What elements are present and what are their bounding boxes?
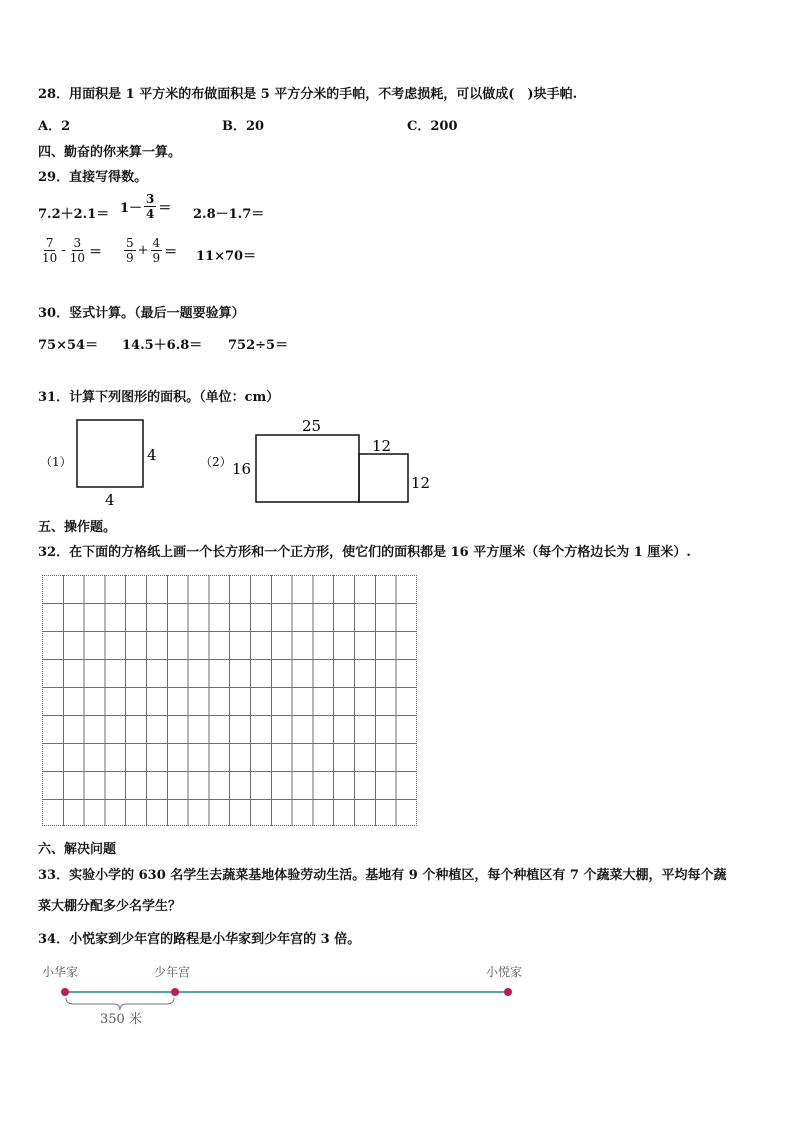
fraction-denominator: 10 xyxy=(69,251,85,265)
point-xiaoyue-home xyxy=(504,988,512,996)
q33-line-2: 菜大棚分配多少名学生？ xyxy=(38,899,182,914)
q29-expr-5 xyxy=(122,236,177,265)
q29-expr-2-fraction xyxy=(144,192,156,221)
fig2-top-label: 25 xyxy=(302,417,322,435)
plus-sign: + xyxy=(137,243,149,258)
q31-figures xyxy=(0,410,460,515)
q29-expr-3: 2.8－1.7＝ xyxy=(193,207,265,222)
q30-expr-3: 752÷5＝ xyxy=(228,338,289,353)
q28-option-a: A．2 xyxy=(38,119,71,134)
q29-expr-4-fraction-a xyxy=(40,236,59,265)
q34-text: 34．小悦家到少年宫的路程是小华家到少年宫的 3 倍。 xyxy=(38,932,361,947)
q31-title: 31．计算下列图形的面积。（单位：cm） xyxy=(38,390,280,405)
section6-title: 六、解决问题 xyxy=(38,842,117,857)
q29-expr-5-fraction-b xyxy=(151,236,163,265)
fraction-denominator: 4 xyxy=(146,207,155,221)
fig1-label: （1） xyxy=(40,455,72,469)
fraction-numerator: 7 xyxy=(45,236,54,250)
q29-expr-2-prefix: 1－ xyxy=(120,201,143,216)
q30-expr-2: 14.5＋6.8＝ xyxy=(122,338,203,353)
fig1-side-bottom: 4 xyxy=(105,491,115,509)
q29-expr-5-fraction-a xyxy=(124,236,136,265)
fraction-denominator: 9 xyxy=(126,251,134,265)
point-xiaohua-home xyxy=(61,988,69,996)
fraction-numerator: 4 xyxy=(152,236,161,250)
fig2-small-top-label: 12 xyxy=(372,437,392,455)
fig2-left-label: 16 xyxy=(232,460,252,478)
q33-line-1: 33．实验小学的 630 名学生去蔬菜基地体验劳动生活。基地有 9 个种植区，每个种植区有 7 个蔬菜大棚，平均每个蔬 xyxy=(38,868,727,883)
fraction-denominator: 10 xyxy=(42,251,58,265)
q29-expr-4-fraction-b xyxy=(68,236,87,265)
point-youth-palace xyxy=(171,988,179,996)
q29-expr-2 xyxy=(120,192,171,221)
fraction-numerator: 3 xyxy=(73,236,82,250)
q29-title: 29．直接写得数。 xyxy=(38,170,148,185)
q28-option-b: B．20 xyxy=(222,119,265,134)
equals-sign: ＝ xyxy=(88,245,102,260)
q29-expr-2-suffix: ＝ xyxy=(158,201,172,216)
q28-text: 28．用面积是 1 平方米的布做面积是 5 平方分米的手帕，不考虑损耗，可以做成( )块手帕. xyxy=(38,87,578,102)
fig1-square xyxy=(77,420,143,487)
section4-title: 四、勤奋的你来算一算。 xyxy=(38,145,182,160)
distance-label: 350 米 xyxy=(100,1012,142,1027)
fig2-label: （2） xyxy=(200,455,232,469)
fig2-square xyxy=(359,454,408,502)
q28-option-c: C．200 xyxy=(407,119,458,134)
q29-expr-4 xyxy=(38,236,102,265)
q34-diagram xyxy=(0,955,560,1035)
q29-expr-1: 7.2＋2.1＝ xyxy=(38,207,110,222)
q30-title: 30．竖式计算。（最后一题要验算） xyxy=(38,306,245,321)
equals-sign: ＝ xyxy=(164,245,178,260)
q30-expr-1: 75×54＝ xyxy=(38,338,99,353)
q29-expr-6: 11×70＝ xyxy=(196,249,257,264)
label-xiaoyue-home: 小悦家 xyxy=(486,965,523,979)
q32-text: 32．在下面的方格纸上画一个长方形和一个正方形，使它们的面积都是 16 平方厘米（每个方格边长为 1 厘米）. xyxy=(38,545,691,560)
fraction-numerator: 3 xyxy=(146,192,155,206)
fig2-rectangle xyxy=(256,435,359,502)
section5-title: 五、操作题。 xyxy=(38,520,117,535)
fraction-denominator: 9 xyxy=(152,251,161,265)
label-youth-palace: 少年宫 xyxy=(154,965,191,979)
minus-sign: - xyxy=(61,243,66,258)
label-xiaohua-home: 小华家 xyxy=(42,965,79,979)
fig2-small-right-label: 12 xyxy=(411,474,431,492)
grid-paper[interactable] xyxy=(42,575,417,826)
distance-brace xyxy=(66,998,174,1010)
fig1-side-right: 4 xyxy=(147,446,157,464)
fraction-numerator: 5 xyxy=(126,236,134,250)
